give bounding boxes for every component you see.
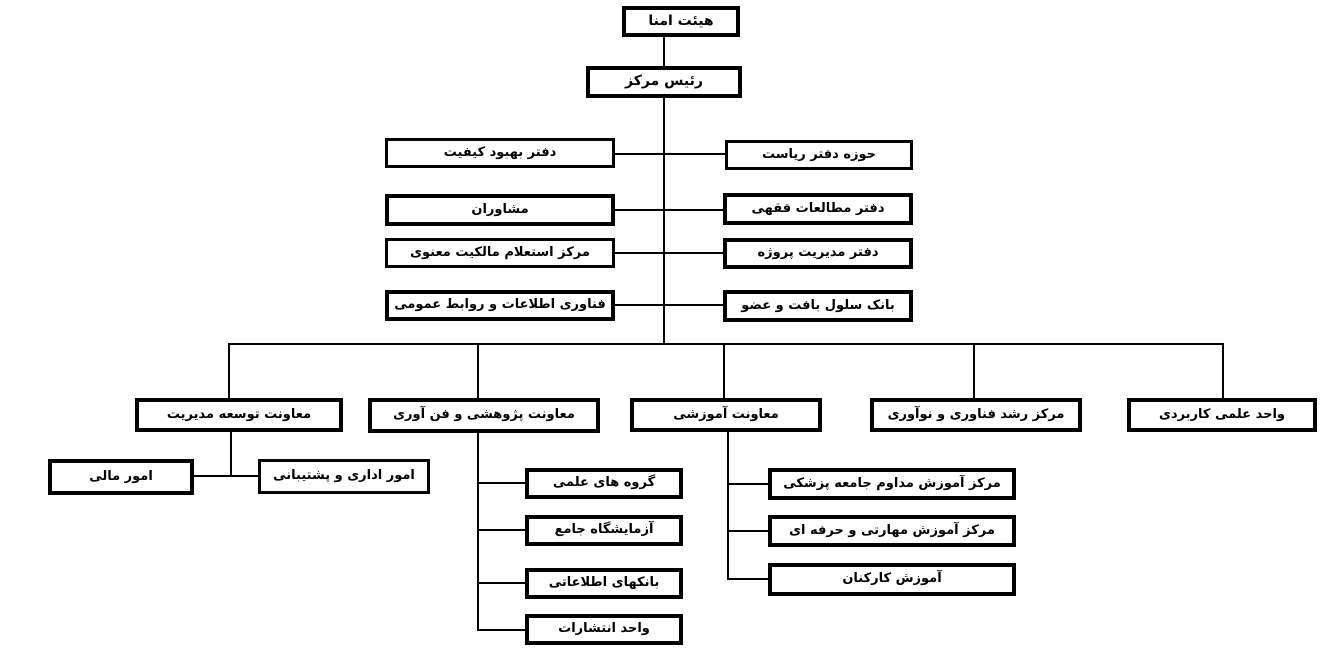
node-education-deputy: معاونت آموزشی [630, 398, 822, 432]
connector-education-child-2 [727, 530, 768, 532]
node-jurisprudence-studies-office: دفتر مطالعات فقهی [723, 193, 913, 225]
connector-drop-management-development [228, 343, 230, 398]
node-advisors: مشاوران [385, 194, 615, 226]
node-staff-training: آموزش کارکنان [768, 563, 1016, 596]
connector-drop-applied-unit [1222, 343, 1224, 398]
node-it-public-relations: فناوری اطلاعات و روابط عمومی [385, 290, 615, 321]
connector-drop-education [723, 343, 725, 398]
node-cell-tissue-organ-bank: بانک سلول بافت و عضو [723, 290, 913, 322]
connector-drop-research [477, 343, 479, 398]
node-management-development-deputy: معاونت توسعه مدیریت [135, 398, 343, 432]
node-project-management-office: دفتر مدیریت پروژه [723, 238, 913, 269]
connector-research-child-1 [477, 482, 525, 484]
connector-research-stem [477, 433, 479, 631]
connector-office-row-2 [613, 209, 727, 211]
connector-education-child-1 [727, 483, 768, 485]
node-technology-innovation-growth-center: مرکز رشد فناوری و نوآوری [870, 398, 1082, 432]
connector-division-bus [228, 343, 1224, 345]
connector-education-child-3 [727, 578, 768, 580]
connector-education-stem [727, 432, 729, 580]
node-center-director: رئیس مرکز [586, 66, 742, 98]
node-quality-improvement-office: دفتر بهبود کیفیت [385, 138, 615, 168]
connector-devmgmt-stem [230, 432, 232, 477]
node-administrative-support-affairs: امور اداری و پشتیبانی [258, 459, 430, 494]
connector-director-trunk [663, 98, 665, 345]
node-intellectual-property-center: مرکز استعلام مالکیت معنوی [385, 238, 615, 268]
connector-devmgmt-children [194, 475, 258, 477]
connector-research-child-2 [477, 529, 525, 531]
node-research-technology-deputy: معاونت پژوهشی و فن آوری [368, 398, 600, 433]
connector-office-row-1 [613, 153, 727, 155]
node-presidency-office: حوزه دفتر ریاست [725, 140, 913, 170]
node-skill-vocational-training-center: مرکز آموزش مهارتی و حرفه ای [768, 515, 1016, 547]
connector-research-child-4 [477, 629, 525, 631]
node-applied-science-unit: واحد علمی کاربردی [1127, 398, 1317, 432]
node-financial-affairs: امور مالی [48, 459, 194, 495]
connector-office-row-4 [613, 304, 727, 306]
connector-board-director [663, 37, 665, 66]
node-scientific-groups: گروه های علمی [525, 468, 683, 499]
connector-office-row-3 [613, 252, 727, 254]
node-comprehensive-laboratory: آزمایشگاه جامع [525, 515, 683, 546]
node-publications-unit: واحد انتشارات [525, 614, 683, 645]
connector-drop-growth-center [973, 343, 975, 398]
node-board-of-trustees: هیئت امنا [622, 6, 740, 37]
node-information-banks: بانکهای اطلاعاتی [525, 568, 683, 599]
connector-research-child-3 [477, 582, 525, 584]
node-continuing-medical-education-center: مرکز آموزش مداوم جامعه پزشکی [768, 468, 1016, 500]
